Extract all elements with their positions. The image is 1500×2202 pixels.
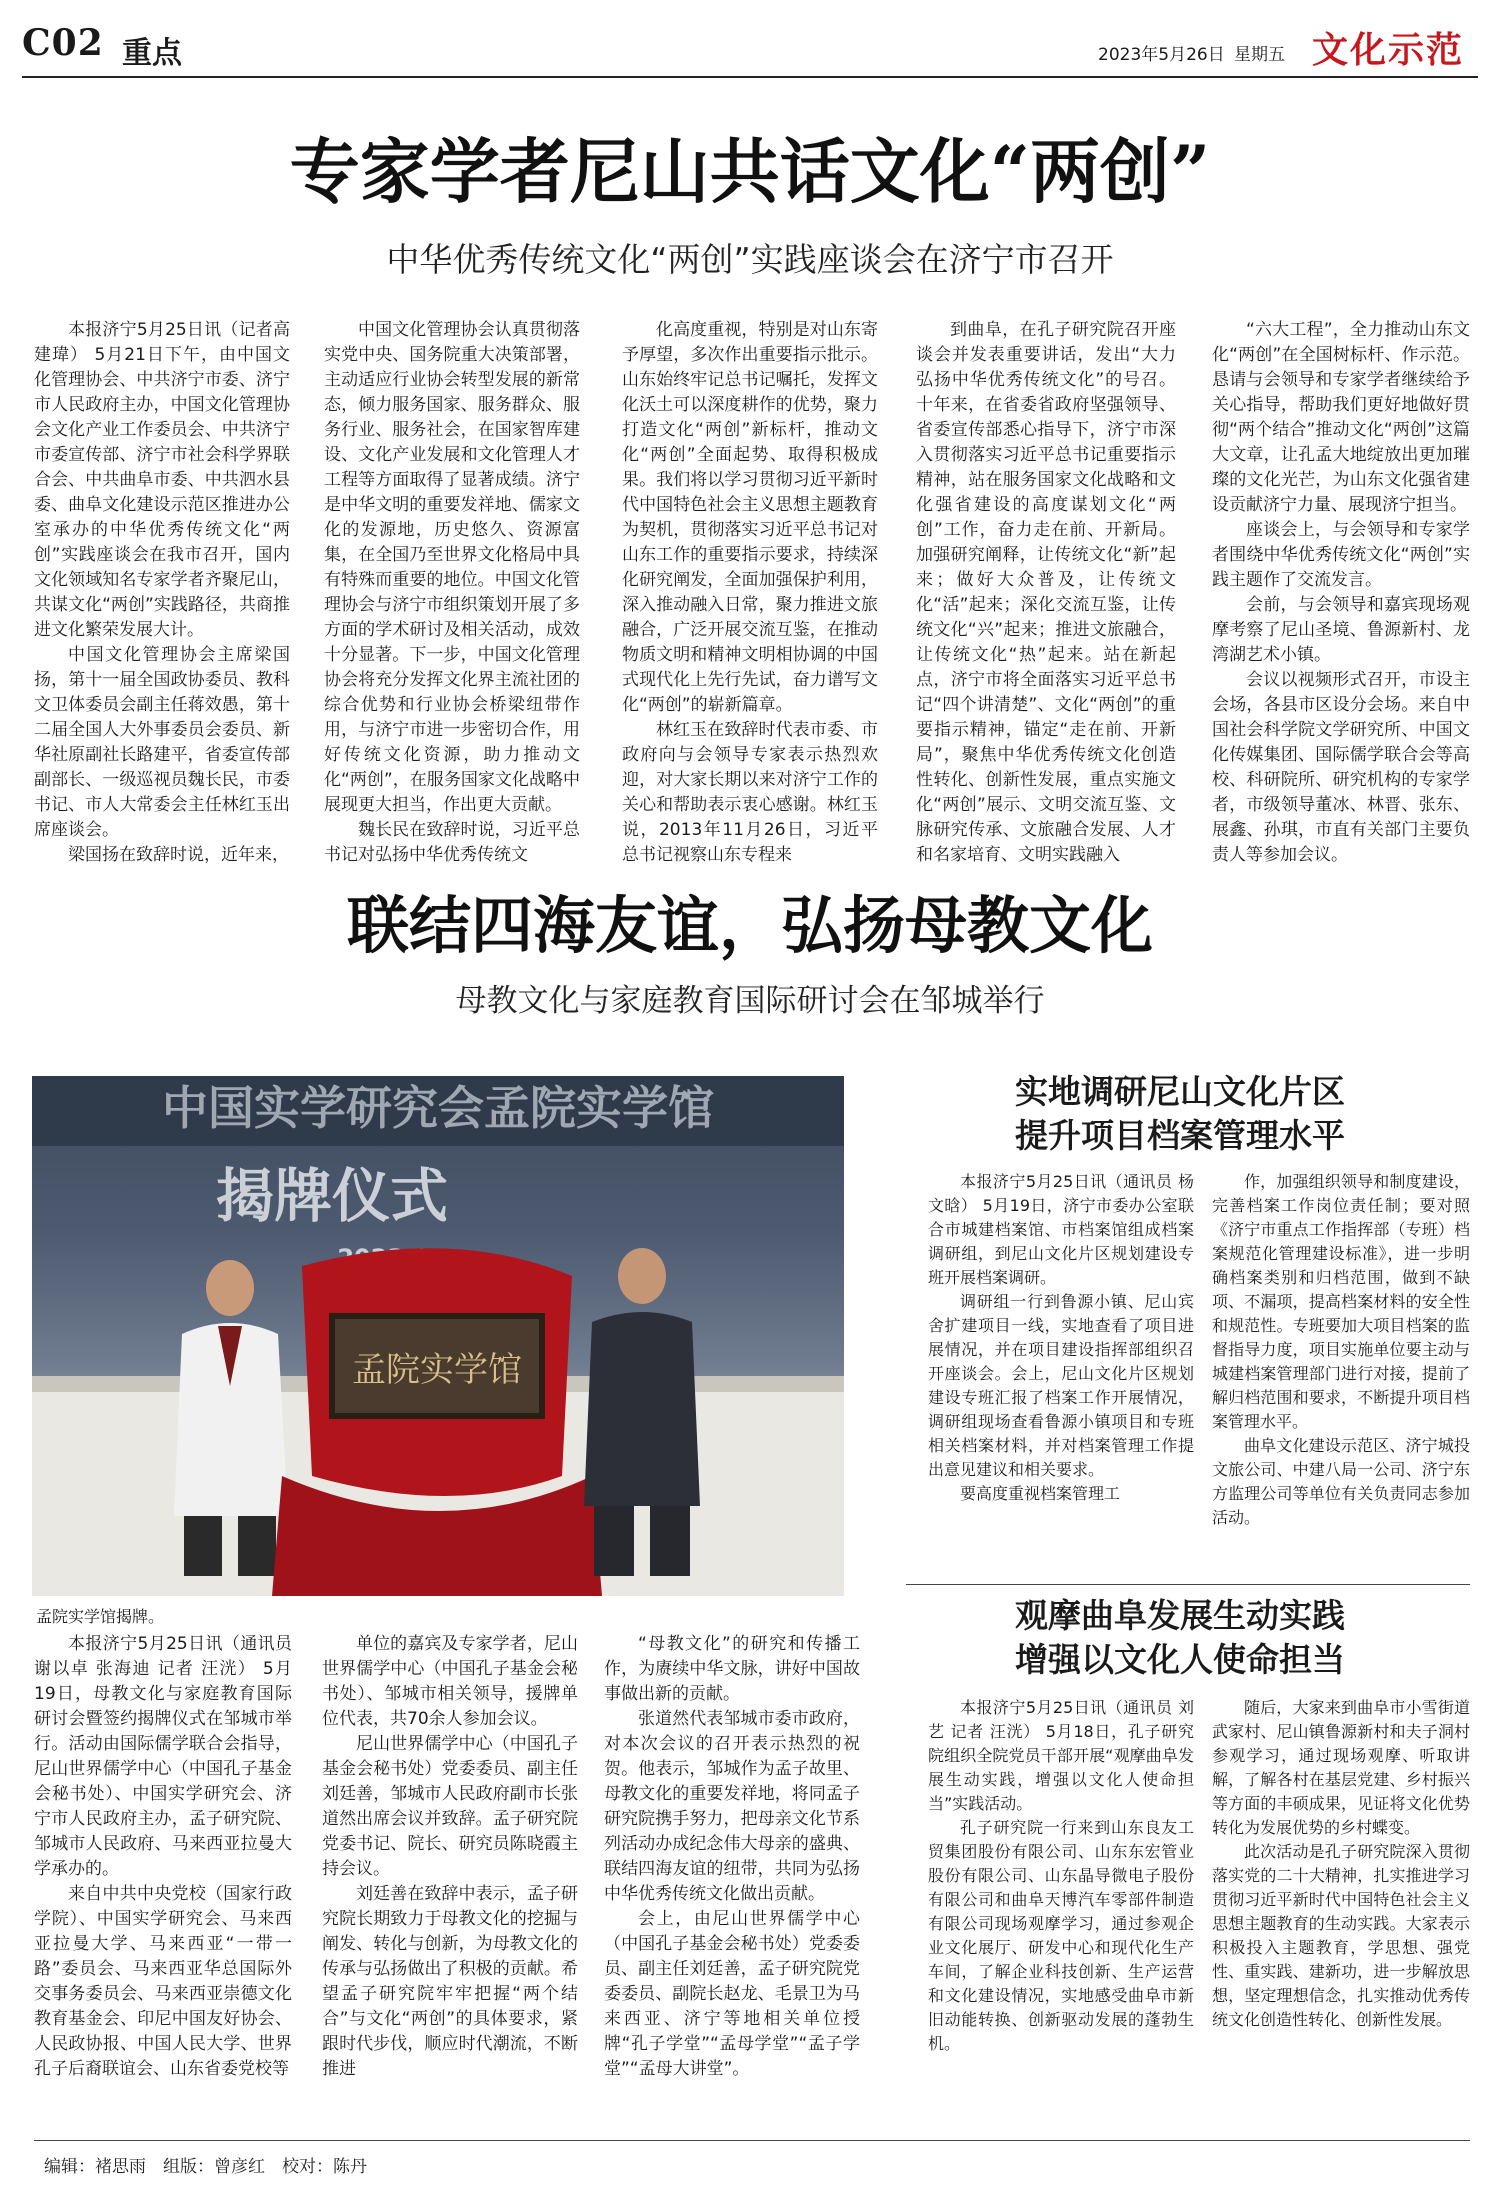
article4-title-line1: 观摩曲阜发展生动实践 xyxy=(1015,1596,1345,1635)
paragraph: 中国文化管理协会主席梁国扬，第十一届全国政协委员、教科文卫体委员会副主任蒋效愚，第十二届全国人大外事委员会委员、新华社原副社长路建平，省委宣传部副部长、一级巡视员魏长民，市委书记、市人大常委会主任林红玉出席座谈会。 xyxy=(34,645,290,840)
paragraph: 张道然代表邹城市委市政府，对本次会议的召开表示热烈的祝贺。他表示，邹城作为孟子故里、母教文化的重要发祥地，将同孟子研究院携手努力，把母亲文化节系列活动办成纪念伟大母亲的盛典、联结四海友谊的纽带，共同为弘扬中华优秀传统文化做出贡献。 xyxy=(604,1709,860,1904)
article4-text-1 xyxy=(928,1696,1194,2056)
paragraph: 刘廷善在致辞中表示，孟子研究院长期致力于母教文化的挖掘与阐发、转化与创新，为母教文化的传承与弘扬做出了积极的贡献。希望孟子研究院牢牢把握“两个结合”与文化“两创”的具体要求，紧跟时代步伐，顺应时代潮流，不断推进 xyxy=(322,1884,578,2079)
paragraph: 调研组一行到鲁源小镇、尼山宾舍扩建项目一线，实地查看了项目进展情况，并在项目建设指挥部组织召开座谈会。会上，尼山文化片区规划建设专班汇报了档案工作开展情况，调研组现场查看鲁源小镇项目和专班相关档案材料，并对档案管理工作提出意见建议和相关要求。 xyxy=(928,1292,1194,1479)
photo-ceremony-text: 揭牌仪式 xyxy=(215,1162,449,1230)
paragraph: 单位的嘉宾及专家学者，尼山世界儒学中心（中国孔子基金会秘书处）、邹城市相关领导，援牌单位代表，共70余人参加会议。 xyxy=(322,1634,578,1729)
photo-caption: 孟院实学馆揭牌。 xyxy=(36,1607,165,1626)
paragraph: 作，加强组织领导和制度建设，完善档案工作岗位责任制；要对照《济宁市重点工作指挥部（专班）档案规范化管理建设标准》，进一步明确档案类别和归档范围，做到不缺项、不漏项，提高档案材料的安全性和规范性。专班要加大项目档案的监督指导力度，项目实施单位要主动与城建档案管理部门进行对接，提前了解归档范围和要求，不断提升项目档案管理水平。 xyxy=(1212,1172,1470,1431)
article2-text-1 xyxy=(34,1632,292,2082)
paragraph: 要高度重视档案管理工 xyxy=(960,1484,1121,1503)
issue-date: 2023年5月26日 xyxy=(1098,45,1225,65)
article1-column-4 xyxy=(916,318,1176,863)
paragraph: 孔子研究院一行来到山东良友工贸集团股份有限公司、山东东宏管业股份有限公司、山东晶导微电子股份有限公司和曲阜天博汽车零部件制造有限公司现场观摩学习，通过参观企业文化展厅、研发中心和现代化生产车间，了解企业科技创新、生产运营和文化建设情况，实地感受曲阜市新旧动能转换、创新驱动发展的蓬勃生机。 xyxy=(928,1818,1194,2053)
article4-title xyxy=(900,1594,1460,1682)
paragraph: 林红玉在致辞时代表市委、市政府向与会领导专家表示热烈欢迎，对大家长期以来对济宁工作的关心和帮助表示衷心感谢。林红玉说，2013年11月26日，习近平总书记视察山东专程来 xyxy=(622,720,878,863)
article3-title-line2: 提升项目档案管理水平 xyxy=(1015,1116,1345,1155)
article3-title xyxy=(900,1070,1460,1158)
paragraph: 本报济宁5月25日讯（通讯员 刘艺 记者 汪洸） 5月18日，孔子研究院组织全院党员干部开展“观摩曲阜发展生动实践，增强以文化人使命担当”实践活动。 xyxy=(928,1698,1194,1813)
issue-weekday: 星期五 xyxy=(1234,45,1285,65)
article4-column-1 xyxy=(928,1696,1194,2136)
paragraph: 此次活动是孔子研究院深入贯彻落实党的二十大精神，扎实推进学习贯彻习近平新时代中国特色社会主义思想主题教育的生动实践。大家表示积极投入主题教育，学思想、强党性、重实践、建新功，进一步解放思想，坚定理想信念，扎实推动优秀传统文化创造性转化、创新性发展。 xyxy=(1212,1842,1470,2029)
photo-plaque-text: 孟院实学馆 xyxy=(352,1350,522,1390)
brand-logo: 文化示范 xyxy=(1312,30,1465,71)
article1-text-2 xyxy=(324,318,580,863)
paragraph: 本报济宁5月25日讯（记者高建瑋） 5月21日下午，由中国文化管理协会、中共济宁市委、济宁市人民政府主办，中国文化管理协会文化产业工作委员会、中共济宁市委宣传部、济宁市社会科学界联合会、中共曲阜市委、中共泗水县委、曲阜文化建设示范区推进办公室承办的中华优秀传统文化“两创”实践座谈会在我市召开，国内文化领域知名专家学者齐聚尼山，共谋文化“两创”实践路径，共商推进文化繁荣发展大计。 xyxy=(34,320,290,640)
photo-banner-text: 中国实学研究会孟院实学馆 xyxy=(162,1081,714,1135)
paragraph: 化高度重视，特别是对山东寄予厚望，多次作出重要指示批示。山东始终牢记总书记嘱托，发挥文化沃土可以深度耕作的优势，聚力打造文化“两创”新标杆，推动文化“两创”全面起势、取得积极成果。我们将以学习贯彻习近平新时代中国特色社会主义思想主题教育为契机，贯彻落实习近平总书记对山东工作的重要指示要求，持续深化研究阐发，全面加强保护利用，深入推动融入日常，聚力推进文旅融合，广泛开展交流互鉴，在推动物质文明和精神文明相协调的中国式现代化上先行先试，奋力谱写文化“两创”的崭新篇章。 xyxy=(622,320,878,715)
article1-title: 专家学者尼山共话文化“两创” xyxy=(289,130,1211,213)
article4-title-line2: 增强以文化人使命担当 xyxy=(1015,1640,1345,1679)
paragraph: 座谈会上，与会领导和专家学者围绕中华优秀传统文化“两创”实践主题作了交流发言。 xyxy=(1212,520,1470,590)
article-divider xyxy=(906,1584,1470,1585)
article1-column-3 xyxy=(622,318,878,863)
article2-text-3 xyxy=(604,1632,860,2082)
footer-rule xyxy=(34,2140,1470,2141)
article1-subtitle: 中华优秀传统文化“两创”实践座谈会在济宁市召开 xyxy=(386,240,1114,279)
article1-column-5 xyxy=(1212,318,1470,863)
paragraph: 会议以视频形式召开，市设主会场，各县市区设分会场。来自中国社会科学院文学研究所、中国文化传媒集团、国际儒学联合会等高校、科研院所、研究机构的专家学者，市级领导董冰、林晋、张东、展鑫、孙琪，市直有关部门主要负责人等参加会议。 xyxy=(1212,670,1470,863)
paragraph: 到曲阜，在孔子研究院召开座谈会并发表重要讲话，发出“大力弘扬中华优秀传统文化”的号召。十年来，在省委省政府坚强领导、省委宣传部悉心指导下，济宁市深入贯彻落实习近平总书记重要指示精神，站在服务国家文化战略和文化强省建设的高度谋划文化“两创”工作，奋力走在前、开新局。加强研究阐释，让传统文化“新”起来；做好大众普及，让传统文化“活”起来；深化交流互鉴，让传统文化“兴”起来；推进文旅融合，让传统文化“热”起来。站在新起点，济宁市将全面落实习近平总书记“四个讲清楚”、文化“两创”的重要指示精神，锚定“走在前、开新局”，聚焦中华优秀传统文化创造性转化、创新性发展，重点实施文化“两创”展示、文明交流互鉴、文脉研究传承、文旅融合发展、人才和名家培育、文明实践融入 xyxy=(916,320,1176,863)
masthead xyxy=(22,18,1478,78)
paragraph: 会前，与会领导和嘉宾现场观摩考察了尼山圣境、鲁源新村、龙湾湖艺术小镇。 xyxy=(1212,595,1470,665)
article2-column-2 xyxy=(322,1632,578,2132)
paragraph: 本报济宁5月25日讯（通讯员 杨文晗） 5月19日，济宁市委办公室联合市城建档案馆、市档案馆组成档案调研组，到尼山文化片区规划建设专班开展档案调研。 xyxy=(928,1172,1194,1287)
photo-illustration xyxy=(32,1076,844,1596)
article1-text-1 xyxy=(34,318,290,863)
article3-column-2 xyxy=(1212,1170,1470,1570)
article3-column-1 xyxy=(928,1170,1194,1570)
section-name: 重点 xyxy=(122,36,182,71)
article3-title-line1: 实地调研尼山文化片区 xyxy=(1015,1072,1345,1111)
header-rule xyxy=(22,76,1478,78)
article1-text-4 xyxy=(916,318,1176,863)
article2-column-3 xyxy=(604,1632,860,2132)
paragraph: 本报济宁5月25日讯（通讯员 谢以卓 张海迪 记者 汪洸） 5月19日，母教文化与家庭教育国际研讨会暨签约揭牌仪式在邹城市举行。活动由国际儒学联合会指导，尼山世界儒学中心（中国孔子基金会秘书处）、中国实学研究会、济宁市人民政府主办，孟子研究院、邹城市人民政府、马来西亚拉曼大学承办的。 xyxy=(34,1634,292,1879)
paragraph: 随后，大家来到曲阜市小雪街道武家村、尼山镇鲁源新村和夫子洞村参观学习，通过现场观摩、听取讲解，了解各村在基层党建、乡村振兴等方面的丰硕成果，见证将文化优势转化为发展优势的乡村蝶变。 xyxy=(1212,1698,1470,1837)
article1-column-1 xyxy=(34,318,290,863)
paragraph: “母教文化”的研究和传播工作，为赓续中华文脉，讲好中国故事做出新的贡献。 xyxy=(604,1634,860,1704)
article2-subtitle: 母教文化与家庭教育国际研讨会在邹城举行 xyxy=(455,983,1045,1019)
paragraph: 梁国扬在致辞时说，近年来， xyxy=(68,845,289,863)
paragraph: 魏长民在致辞时说，习近平总书记对弘扬中华优秀传统文 xyxy=(324,820,580,863)
paragraph: 曲阜文化建设示范区、济宁城投文旅公司、中建八局一公司、济宁东方监理公司等单位有关负责同志参加活动。 xyxy=(1212,1436,1470,1527)
paragraph: 来自中共中央党校（国家行政学院）、中国实学研究会、马来西亚拉曼大学、马来西亚“一带一路”委员会、马来西亚华总国际外交事务委员会、马来西亚崇德文化教育基金会、印尼中国友好协会、人民政协报、中国人民大学、世界孔子后裔联谊会、山东省委党校等 xyxy=(34,1884,292,2079)
article3-text-1 xyxy=(928,1170,1194,1506)
article1-text-5 xyxy=(1212,318,1470,863)
article2-title: 联结四海友谊，弘扬母教文化 xyxy=(346,889,1153,962)
paragraph: 中国文化管理协会认真贯彻落实党中央、国务院重大决策部署，主动适应行业协会转型发展的新常态，倾力服务国家、服务群众、服务行业、服务社会，在国家智库建设、文化产业发展和文化管理人才工程等方面取得了显著成绩。济宁是中华文明的重要发祥地、儒家文化的发源地，历史悠久、资源富集，在全国乃至世界文化格局中具有特殊而重要的地位。中国文化管理协会与济宁市组织策划开展了多方面的学术研讨及相关活动，成效十分显著。下一步，中国文化管理协会将充分发挥文化界主流社团的综合优势和行业协会桥梁纽带作用，与济宁市进一步密切合作，用好传统文化资源，助力推动文化“两创”，在服务国家文化战略中展现更大担当，作出更大贡献。 xyxy=(324,320,580,815)
ceremony-photo xyxy=(32,1076,844,1596)
article4-column-2 xyxy=(1212,1696,1470,2136)
paragraph: 会上，由尼山世界儒学中心（中国孔子基金会秘书处）党委委员、副主任刘廷善，孟子研究院党委委员、副院长赵龙、毛景卫为马来西亚、济宁等地相关单位授牌“孔子学堂”“孟母学堂”“孟子学堂”“孟母大讲堂”。 xyxy=(604,1909,860,2079)
article1-text-3 xyxy=(622,318,878,863)
article2-column-1 xyxy=(34,1632,292,2132)
article3-text-2 xyxy=(1212,1170,1470,1530)
article2-text-2 xyxy=(322,1632,578,2082)
article4-text-2 xyxy=(1212,1696,1470,2032)
page-number: C02 xyxy=(22,22,104,64)
editor-credits: 编辑：褚思雨 组版：曾彦红 校对：陈丹 xyxy=(44,2157,367,2177)
paragraph: 尼山世界儒学中心（中国孔子基金会秘书处）党委委员、副主任刘廷善，邹城市人民政府副市长张道然出席会议并致辞。孟子研究院党委书记、院长、研究员陈晓霞主持会议。 xyxy=(322,1734,578,1879)
paragraph: “六大工程”，全力推动山东文化“两创”在全国树标杆、作示范。恳请与会领导和专家学者继续给予关心指导，帮助我们更好地做好贯彻“两个结合”推动文化“两创”这篇大文章，让孔孟大地绽放出更加璀璨的文化光芒，为山东文化强省建设贡献济宁力量、展现济宁担当。 xyxy=(1212,320,1470,515)
article1-column-2 xyxy=(324,318,580,863)
